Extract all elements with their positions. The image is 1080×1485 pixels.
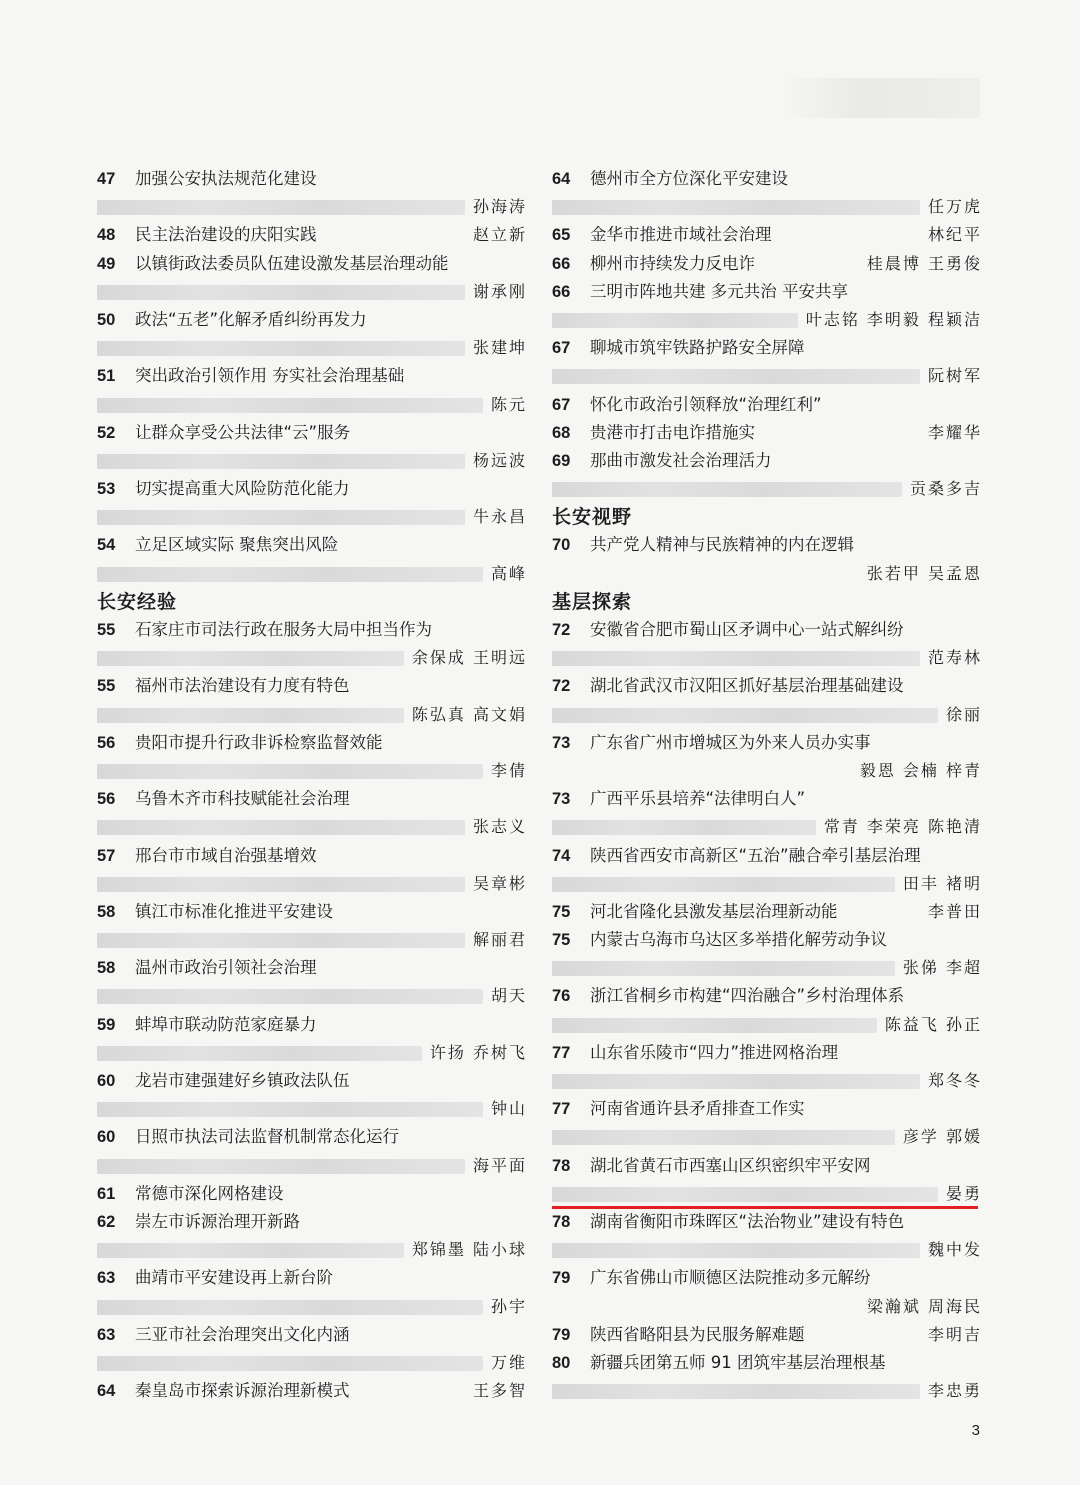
toc-entry[interactable] [97, 842, 527, 870]
page-ref-number: 49 [97, 254, 116, 273]
author-line [552, 1011, 982, 1039]
article-title: 陕西省略阳县为民服务解难题 [590, 1324, 805, 1344]
blurred-summary-bar [97, 341, 465, 356]
page-ref-number: 58 [97, 959, 116, 978]
blurred-summary-bar [552, 1018, 877, 1033]
article-authors: 吴章彬 [467, 870, 527, 898]
article-title: 河南省通许县矛盾排查工作实 [590, 1099, 805, 1119]
blurred-summary-bar [97, 1159, 465, 1174]
author-line [97, 447, 527, 475]
toc-entry[interactable] [552, 1208, 982, 1236]
article-title: 三亚市社会治理突出文化内涵 [135, 1324, 350, 1344]
page-ref-number: 75 [552, 902, 571, 921]
page-ref-number: 72 [552, 677, 571, 696]
article-authors: 许扬 乔树飞 [424, 1039, 527, 1067]
section-heading: 长安经验 [97, 590, 178, 613]
blurred-summary-bar [552, 820, 816, 835]
author-line [97, 1236, 527, 1264]
toc-entry[interactable] [552, 334, 982, 362]
article-title: 山东省乐陵市“四力”推进网格治理 [590, 1042, 839, 1062]
toc-entry[interactable] [552, 221, 982, 249]
article-authors: 陈元 [485, 391, 527, 419]
page-ref-number: 55 [97, 677, 116, 696]
article-authors: 余保成 王明远 [406, 644, 527, 672]
article-authors: 郑锦墨 陆小球 [406, 1236, 527, 1264]
article-authors: 张志义 [467, 813, 527, 841]
author-line [97, 278, 527, 306]
author-line [552, 701, 982, 729]
toc-entry[interactable] [552, 898, 982, 926]
blurred-summary-bar [552, 482, 902, 497]
article-title: 广东省佛山市顺德区法院推动多元解纷 [590, 1268, 871, 1288]
article-authors: 林纪平 [922, 221, 982, 249]
blurred-summary-bar [97, 510, 465, 525]
article-title: 广西平乐县培养“法律明白人” [590, 789, 806, 809]
author-line [552, 1236, 982, 1264]
article-title: 切实提高重大风险防范化能力 [135, 479, 350, 499]
toc-entry[interactable] [97, 785, 527, 813]
article-authors: 田丰 褚明 [897, 870, 982, 898]
author-line [552, 1377, 982, 1405]
page-number: 3 [971, 1422, 980, 1439]
toc-entry[interactable] [552, 391, 982, 419]
page-ref-number: 63 [97, 1269, 116, 1288]
toc-entry[interactable] [97, 954, 527, 982]
author-line [97, 1152, 527, 1180]
page-ref-number: 59 [97, 1015, 116, 1034]
author-line [97, 813, 527, 841]
page-ref-number: 77 [552, 1043, 571, 1062]
toc-entry[interactable] [97, 1208, 527, 1236]
article-authors: 范寿林 [922, 644, 982, 672]
toc-entry[interactable] [552, 672, 982, 700]
blurred-summary-bar [97, 989, 483, 1004]
article-authors: 牛永昌 [467, 503, 527, 531]
page-ref-number: 77 [552, 1100, 571, 1119]
red-underline-highlight [552, 1206, 978, 1209]
blurred-summary-bar [97, 398, 483, 413]
article-authors: 梁瀚斌 周海民 [861, 1293, 982, 1321]
article-title: 民主法治建设的庆阳实践 [135, 225, 317, 245]
blurred-summary-bar [97, 708, 404, 723]
article-title: 日照市执法司法监督机制常态化运行 [135, 1127, 399, 1147]
article-authors: 晏勇 [940, 1180, 982, 1208]
blurred-summary-bar [552, 369, 920, 384]
faint-header-mark [780, 78, 980, 118]
author-line [552, 1067, 982, 1095]
toc-column-left [97, 165, 527, 1405]
article-title: 新疆兵团第五师 91 团筑牢基层治理根基 [590, 1352, 886, 1372]
page-ref-number: 73 [552, 733, 571, 752]
page-ref-number: 67 [552, 339, 571, 358]
page-ref-number: 73 [552, 790, 571, 809]
page-ref-number: 78 [552, 1156, 571, 1175]
toc-entry[interactable] [552, 616, 982, 644]
toc-entry[interactable] [552, 785, 982, 813]
page-ref-number: 80 [552, 1353, 571, 1372]
article-authors: 彦学 郭媛 [897, 1123, 982, 1151]
toc-entry[interactable] [552, 926, 982, 954]
blurred-summary-bar [97, 567, 483, 582]
author-line [97, 1095, 527, 1123]
author-line [97, 701, 527, 729]
page-ref-number: 79 [552, 1325, 571, 1344]
article-title: 突出政治引领作用 夯实社会治理基础 [135, 366, 405, 386]
article-title: 立足区域实际 聚焦突出风险 [135, 535, 339, 555]
toc-entry[interactable] [97, 1321, 527, 1349]
article-title: 政法“五老”化解矛盾纠纷再发力 [135, 309, 367, 329]
toc-entry[interactable] [552, 447, 982, 475]
blurred-summary-bar [97, 877, 465, 892]
toc-entry[interactable] [97, 1180, 527, 1208]
blurred-summary-bar [552, 1384, 920, 1399]
page-ref-number: 47 [97, 170, 116, 188]
article-title: 河北省隆化县激发基层治理新动能 [590, 901, 838, 921]
page-ref-number: 61 [97, 1184, 116, 1203]
toc-entry[interactable] [552, 729, 982, 757]
author-line [97, 503, 527, 531]
author-line [552, 362, 982, 390]
page-ref-number: 58 [97, 902, 116, 921]
article-authors: 李倩 [485, 757, 527, 785]
page-ref-number: 65 [552, 226, 571, 245]
blurred-summary-bar [552, 961, 895, 976]
article-title: 曲靖市平安建设再上新台阶 [135, 1268, 333, 1288]
blurred-summary-bar [97, 820, 465, 835]
article-title: 陕西省西安市高新区“五治”融合牵引基层治理 [590, 845, 921, 865]
blurred-summary-bar [97, 1046, 422, 1061]
article-authors: 贡桑多吉 [904, 475, 982, 503]
toc-entry[interactable] [97, 1011, 527, 1039]
page-ref-number: 64 [552, 170, 571, 188]
article-title: 秦皇岛市探索诉源治理新模式 [135, 1381, 350, 1401]
page-ref-number: 66 [552, 282, 571, 301]
article-title: 德州市全方位深化平安建设 [590, 169, 788, 188]
article-title: 湖南省衡阳市珠晖区“法治物业”建设有特色 [590, 1211, 905, 1231]
article-title: 湖北省武汉市汉阳区抓好基层治理基础建设 [590, 676, 904, 696]
toc-entry[interactable] [97, 531, 527, 559]
article-authors: 郑冬冬 [922, 1067, 982, 1095]
article-title: 镇江市标准化推进平安建设 [135, 901, 333, 921]
article-title: 石家庄市司法行政在服务大局中担当作为 [135, 620, 432, 639]
blurred-summary-bar [552, 877, 895, 892]
page-ref-number: 54 [97, 536, 116, 555]
toc-entry[interactable] [552, 250, 982, 278]
blurred-summary-bar [552, 1130, 895, 1145]
page-ref-number: 74 [552, 846, 571, 865]
article-title: 贵港市打击电诈措施实 [590, 422, 755, 442]
article-authors: 海平面 [467, 1152, 527, 1180]
toc-entry[interactable] [552, 1321, 982, 1349]
toc-entry[interactable] [97, 616, 527, 644]
article-authors: 李耀华 [922, 419, 982, 447]
article-title: 浙江省桐乡市构建“四治融合”乡村治理体系 [590, 986, 905, 1006]
toc-entry[interactable] [97, 1264, 527, 1292]
article-title: 贵阳市提升行政非诉检察监督效能 [135, 732, 383, 752]
page-ref-number: 79 [552, 1269, 571, 1288]
author-line [97, 982, 527, 1010]
page-ref-number: 52 [97, 423, 116, 442]
article-authors: 谢承刚 [467, 278, 527, 306]
page-ref-number: 55 [97, 621, 116, 639]
article-title: 怀化市政治引领释放“治理红利” [590, 394, 822, 414]
author-line [97, 1039, 527, 1067]
article-authors: 解丽君 [467, 926, 527, 954]
page-ref-number: 67 [552, 395, 571, 414]
page-ref-number: 68 [552, 423, 571, 442]
toc-entry[interactable] [552, 531, 982, 559]
article-title: 加强公安执法规范化建设 [135, 169, 317, 188]
page-ref-number: 60 [97, 1072, 116, 1090]
page-ref-number: 75 [552, 931, 571, 950]
toc-entry[interactable] [552, 982, 982, 1010]
toc-entry[interactable] [97, 221, 527, 249]
article-authors: 孙海涛 [467, 193, 527, 221]
page-ref-number: 64 [97, 1382, 116, 1401]
article-authors: 孙宇 [485, 1293, 527, 1321]
blurred-summary-bar [97, 1356, 483, 1371]
toc-entry[interactable] [97, 1123, 527, 1151]
article-title: 龙岩市建强建好乡镇政法队伍 [135, 1071, 350, 1090]
article-title: 聊城市筑牢铁路护路安全屏障 [590, 338, 805, 358]
article-title: 让群众享受公共法律“云”服务 [135, 422, 351, 442]
toc-entry[interactable] [552, 1264, 982, 1292]
article-title: 常德市深化网格建设 [135, 1183, 284, 1203]
article-title: 蚌埠市联动防范家庭暴力 [135, 1014, 317, 1034]
article-authors: 张俤 李超 [897, 954, 982, 982]
article-authors: 魏中发 [922, 1236, 982, 1264]
article-authors: 叶志铭 李明毅 程颖洁 [800, 306, 982, 334]
page-ref-number: 66 [552, 254, 571, 273]
blurred-summary-bar [552, 651, 920, 666]
article-title: 湖北省黄石市西塞山区织密织牢平安网 [590, 1155, 871, 1175]
author-line [552, 1123, 982, 1151]
blurred-summary-bar [552, 200, 920, 215]
page-ref-number: 53 [97, 480, 116, 499]
toc-entry[interactable] [97, 898, 527, 926]
author-line [552, 757, 982, 785]
article-authors: 李忠勇 [922, 1377, 982, 1405]
toc-entry[interactable] [552, 842, 982, 870]
toc-entry[interactable] [97, 306, 527, 334]
blurred-summary-bar [97, 200, 465, 215]
page-ref-number: 51 [97, 367, 116, 386]
article-authors: 徐丽 [940, 701, 982, 729]
blurred-summary-bar [97, 764, 483, 779]
article-title: 柳州市持续发力反电诈 [590, 253, 755, 273]
toc-entry[interactable] [552, 1095, 982, 1123]
author-line [552, 475, 982, 503]
toc-column-right [552, 165, 982, 1405]
article-title: 内蒙古乌海市乌达区多举措化解劳动争议 [590, 930, 887, 950]
author-line [97, 757, 527, 785]
article-authors: 李明吉 [922, 1321, 982, 1349]
blurred-summary-bar [552, 1243, 920, 1258]
page-ref-number: 72 [552, 621, 571, 639]
article-title: 乌鲁木齐市科技赋能社会治理 [135, 789, 350, 809]
page-ref-number: 57 [97, 846, 116, 865]
author-line [552, 813, 982, 841]
page-ref-number: 78 [552, 1212, 571, 1231]
toc-entry[interactable] [97, 672, 527, 700]
page-ref-number: 56 [97, 790, 116, 809]
article-authors: 李普田 [922, 898, 982, 926]
article-title: 安徽省合肥市蜀山区矛调中心一站式解纠纷 [590, 620, 904, 639]
toc-entry[interactable] [97, 1067, 527, 1095]
article-authors: 胡天 [485, 982, 527, 1010]
article-authors: 阮树军 [922, 362, 982, 390]
author-line [552, 560, 982, 588]
article-authors: 毅恩 会楠 梓青 [854, 757, 982, 785]
toc-entry[interactable] [97, 475, 527, 503]
author-line [552, 870, 982, 898]
blurred-summary-bar [552, 1074, 920, 1089]
page-ref-number: 56 [97, 733, 116, 752]
article-title: 温州市政治引领社会治理 [135, 958, 317, 978]
article-title: 那曲市激发社会治理活力 [590, 450, 772, 470]
article-authors: 赵立新 [467, 221, 527, 249]
author-line [97, 560, 527, 588]
author-line [552, 193, 982, 221]
page-ref-number: 50 [97, 310, 116, 329]
blurred-summary-bar [97, 1243, 404, 1258]
blurred-summary-bar [97, 454, 465, 469]
blurred-summary-bar [97, 1300, 483, 1315]
page-ref-number: 63 [97, 1325, 116, 1344]
blurred-summary-bar [552, 708, 938, 723]
article-authors: 高峰 [485, 560, 527, 588]
article-title: 三明市阵地共建 多元共治 平安共享 [590, 281, 848, 301]
article-authors: 杨远波 [467, 447, 527, 475]
blurred-summary-bar [97, 933, 465, 948]
author-line [97, 870, 527, 898]
article-authors: 桂晨博 王勇俊 [861, 250, 982, 278]
author-line [97, 391, 527, 419]
author-line [552, 306, 982, 334]
toc-entry[interactable] [552, 1039, 982, 1067]
toc-entry[interactable] [97, 729, 527, 757]
page-ref-number: 70 [552, 536, 571, 555]
article-title: 金华市推进市域社会治理 [590, 225, 772, 245]
author-line [97, 1349, 527, 1377]
section-heading: 长安视野 [552, 506, 633, 529]
toc-entry[interactable] [97, 1377, 527, 1405]
page-ref-number: 60 [97, 1128, 116, 1147]
toc-entry[interactable] [97, 419, 527, 447]
page-ref-number: 48 [97, 226, 116, 245]
toc-entry[interactable] [552, 1152, 982, 1180]
author-line [552, 954, 982, 982]
article-authors: 任万虎 [922, 193, 982, 221]
toc-entry[interactable] [97, 362, 527, 390]
article-title: 崇左市诉源治理开新路 [135, 1211, 300, 1231]
article-authors: 王多智 [467, 1377, 527, 1405]
toc-entry[interactable] [552, 165, 982, 193]
author-line [552, 1180, 982, 1208]
blurred-summary-bar [552, 1187, 938, 1202]
page-ref-number: 76 [552, 987, 571, 1006]
article-title: 邢台市市域自治强基增效 [135, 845, 317, 865]
blurred-summary-bar [97, 285, 465, 300]
author-line [97, 334, 527, 362]
blurred-summary-bar [97, 651, 404, 666]
author-line [552, 644, 982, 672]
author-line [97, 644, 527, 672]
author-line [552, 1293, 982, 1321]
blurred-summary-bar [97, 1102, 483, 1117]
article-authors: 钟山 [485, 1095, 527, 1123]
article-title: 福州市法治建设有力度有特色 [135, 676, 350, 696]
blurred-summary-bar [552, 313, 798, 328]
article-authors: 常青 李荣亮 陈艳清 [818, 813, 982, 841]
page-ref-number: 62 [97, 1212, 116, 1231]
author-line [97, 1293, 527, 1321]
toc-entry[interactable] [552, 278, 982, 306]
toc-entry[interactable] [552, 419, 982, 447]
section-heading: 基层探索 [552, 590, 633, 613]
article-title: 广东省广州市增城区为外来人员办实事 [590, 732, 871, 752]
toc-entry[interactable] [97, 250, 527, 278]
author-line [97, 926, 527, 954]
author-line [97, 193, 527, 221]
article-authors: 陈弘真 高文娟 [406, 701, 527, 729]
article-authors: 万维 [485, 1349, 527, 1377]
toc-entry[interactable] [552, 1349, 982, 1377]
article-title: 以镇街政法委员队伍建设激发基层治理动能 [135, 253, 449, 273]
article-authors: 张若甲 吴孟恩 [861, 560, 982, 588]
article-authors: 张建坤 [467, 334, 527, 362]
page-ref-number: 69 [552, 451, 571, 470]
article-title: 共产党人精神与民族精神的内在逻辑 [590, 535, 854, 555]
article-authors: 陈益飞 孙正 [879, 1011, 982, 1039]
toc-entry[interactable] [97, 165, 527, 193]
